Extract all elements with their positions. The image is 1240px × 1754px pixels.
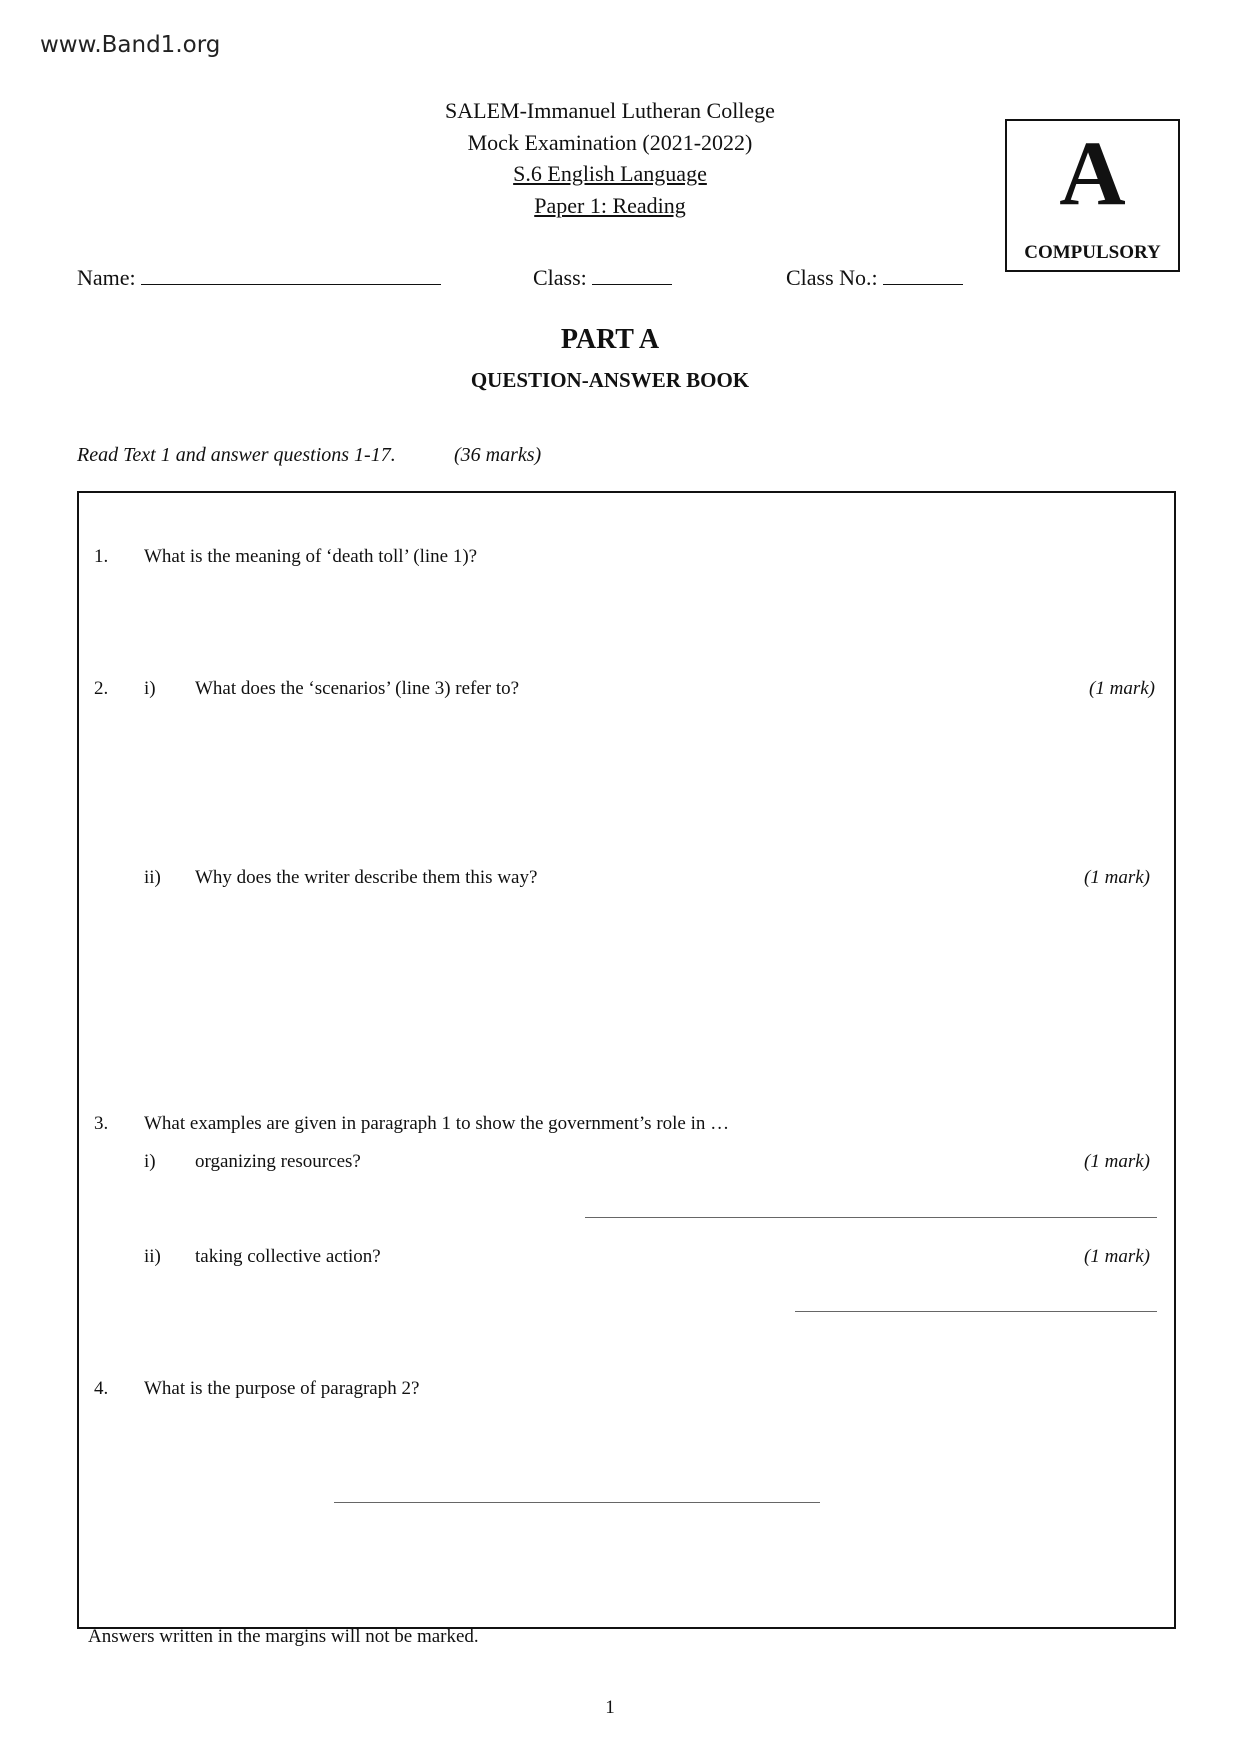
- paper-title: Paper 1: Reading: [534, 193, 686, 218]
- mark-label: (1 mark): [1084, 1246, 1150, 1267]
- question-number: 3.: [94, 1113, 109, 1134]
- subject-title: S.6 English Language: [513, 161, 707, 186]
- answer-line[interactable]: [334, 1502, 820, 1503]
- mark-label: (1 mark): [1084, 1151, 1150, 1172]
- name-label: Name:: [77, 265, 136, 290]
- question-text: taking collective action?: [195, 1246, 381, 1267]
- question-text: organizing resources?: [195, 1151, 361, 1172]
- sub-label: ii): [144, 1246, 161, 1267]
- question-text: Why does the writer describe them this way?: [195, 867, 538, 888]
- question-number: 2.: [94, 678, 109, 699]
- sub-label: i): [144, 678, 156, 699]
- answer-box: [77, 491, 1176, 1629]
- class-blank[interactable]: [592, 264, 672, 285]
- part-title: PART A: [560, 324, 660, 355]
- part-indicator-box: [1005, 119, 1180, 272]
- part-letter: A: [1059, 122, 1126, 224]
- name-blank[interactable]: [141, 264, 441, 285]
- question-text: What examples are given in paragraph 1 to show the government’s role in …: [144, 1113, 730, 1134]
- class-field[interactable]: [533, 264, 672, 291]
- exam-title: Mock Examination (2021-2022): [467, 130, 753, 155]
- class-no-label: Class No.:: [786, 265, 878, 290]
- answer-line[interactable]: [795, 1311, 1157, 1312]
- sub-label: i): [144, 1151, 156, 1172]
- book-title: QUESTION-ANSWER BOOK: [470, 368, 750, 392]
- compulsory-label: COMPULSORY: [1024, 242, 1161, 263]
- school-name: SALEM-Immanuel Lutheran College: [445, 98, 775, 123]
- page-number: 1: [605, 1697, 615, 1718]
- class-no-blank[interactable]: [883, 264, 963, 285]
- question-text: What does the ‘scenarios’ (line 3) refer to?: [195, 678, 520, 699]
- question-number: 4.: [94, 1378, 109, 1399]
- instruction-text: Read Text 1 and answer questions 1-17.: [77, 444, 396, 466]
- answer-line[interactable]: [585, 1217, 1157, 1218]
- question-text: What is the purpose of paragraph 2?: [144, 1378, 420, 1399]
- footer-note: Answers written in the margins will not be marked.: [88, 1626, 479, 1647]
- question-text: What is the meaning of ‘death toll’ (line 1)?: [144, 546, 478, 567]
- class-no-field[interactable]: [786, 264, 963, 291]
- sub-label: ii): [144, 867, 161, 888]
- class-label: Class:: [533, 265, 587, 290]
- watermark: www.Band1.org: [40, 32, 221, 58]
- instruction-marks: (36 marks): [454, 444, 542, 466]
- mark-label: (1 mark): [1084, 867, 1150, 888]
- question-number: 1.: [94, 546, 109, 567]
- mark-label: (1 mark): [1089, 678, 1155, 699]
- name-field[interactable]: [77, 264, 441, 291]
